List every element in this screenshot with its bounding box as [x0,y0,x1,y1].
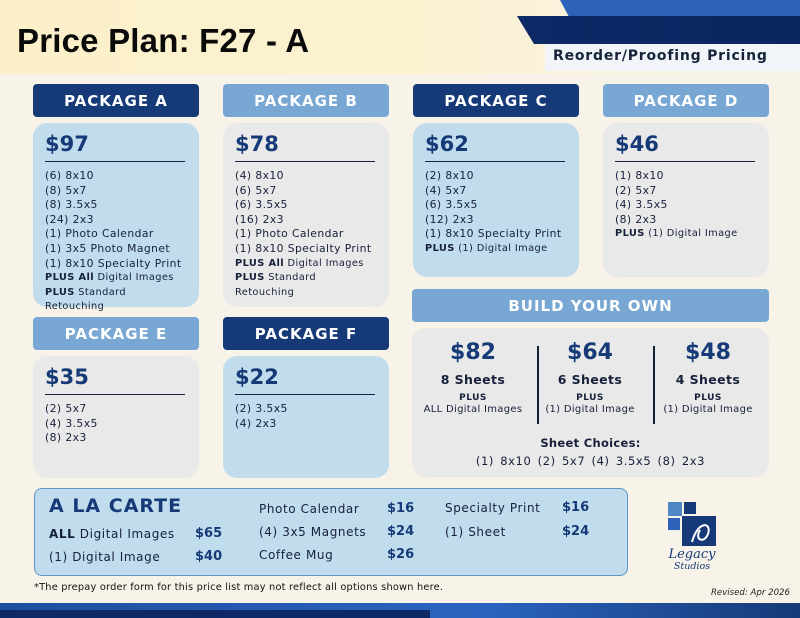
plus-item: PLUS All Digital Images [235,257,364,269]
a-la-carte-panel [34,488,628,576]
list-item: (8) 3.5x5 [45,198,98,212]
package-b-price: $78 [235,131,375,162]
logo-wordmark: Legacy Studios [668,547,716,572]
package-b-card [223,123,389,307]
alc-item-price: $16 [387,501,415,516]
list-item: (4) 5x7 [425,183,467,197]
list-item: (2) 5x7 [45,402,87,415]
alc-item-price: $24 [562,524,590,539]
alc-item-price: $24 [387,524,415,539]
footnote: *The prepay order form for this price list may not reflect all options shown here. [34,582,444,593]
header-accent-light [560,0,800,18]
plus-item: PLUS Standard Retouching [45,286,126,313]
list-item: (4) 3.5x5 [45,416,98,430]
package-c-label: PACKAGE C [413,84,579,117]
list-item: (8) 5x7 [45,183,87,197]
byo-plus: PLUS [459,393,487,403]
byo-option-4-sheets [649,338,767,415]
alc-item-label: Coffee Mug [259,548,334,562]
plus-item: PLUS (1) Digital Image [615,228,738,240]
package-d-price: $46 [615,131,755,162]
byo-sheets: 8 Sheets [440,372,506,387]
list-item: (8) 2x3 [45,431,87,445]
page-title: Price Plan: F27 - A [17,22,310,59]
plus-item: PLUS Standard Retouching [235,272,316,298]
byo-sheets: 6 Sheets [557,372,623,387]
alc-item-label: Photo Calendar [259,502,360,516]
byo-sub: (1) Digital Image [545,404,635,415]
alc-item-label: (1) Digital Image [49,550,161,564]
byo-sub: ALL Digital Images [423,404,523,415]
revised-date: Revised: Apr 2026 [710,588,790,598]
package-e-price: $35 [45,364,185,395]
package-f-price: $22 [235,364,375,395]
package-a-label: PACKAGE A [33,84,199,117]
list-item: (16) 2x3 [235,212,284,226]
header-accent-dark [517,16,800,44]
list-item: (1) 8x10 Specialty Print [425,227,562,241]
build-your-own-label: BUILD YOUR OWN [412,289,769,322]
list-item: (4) 2x3 [235,416,277,430]
plus-item: PLUS (1) Digital Image [425,242,548,254]
package-e-card [33,356,199,478]
byo-option-6-sheets [531,338,649,415]
alc-item-label: (4) 3x5 Magnets [259,525,367,539]
list-item: (4) 3.5x5 [615,198,668,212]
list-item: (12) 2x3 [425,212,474,226]
package-a-price: $97 [45,131,185,162]
alc-item-price: $40 [195,549,223,564]
package-a-card [33,123,199,313]
alc-item-price: $16 [562,500,590,515]
alc-item-label: ALL Digital Images [49,527,175,541]
list-item: (1) 8x10 [615,169,664,182]
package-f-card [223,356,389,478]
list-item: (2) 8x10 [425,169,474,182]
package-c-card [413,123,579,277]
list-item: (1) Photo Calendar [45,227,154,241]
package-c-price: $62 [425,131,565,162]
list-item: (1) 8x10 Specialty Print [45,256,182,270]
list-item: (1) 3x5 Photo Magnet [45,241,171,255]
list-item: (24) 2x3 [45,212,94,226]
build-your-own-card [412,328,769,477]
alc-item-price: $26 [387,547,415,562]
sheet-choices-title: Sheet Choices: [540,436,641,450]
alc-item-price: $65 [195,526,223,541]
byo-option-8-sheets [414,338,532,415]
byo-plus: PLUS [694,393,722,403]
package-d-label: PACKAGE D [603,84,769,117]
list-item: (2) 3.5x5 [235,402,288,415]
package-b-label: PACKAGE B [223,84,389,117]
byo-sub: (1) Digital Image [663,404,753,415]
list-item: (4) 8x10 [235,169,284,182]
list-item: (6) 3.5x5 [235,198,288,212]
package-e-label: PACKAGE E [33,317,199,350]
list-item: (2) 5x7 [615,183,657,197]
list-item: (8) 2x3 [615,212,657,226]
alc-item-label: (1) Sheet [445,525,506,539]
alc-item-label: Specialty Print [445,501,541,515]
footer-band-dark [0,610,430,618]
package-d-card [603,123,769,277]
a-la-carte-title: A LA CARTE [49,495,183,517]
plus-item: PLUS All Digital Images [45,272,174,284]
byo-price: $64 [567,340,613,365]
list-item: (6) 5x7 [235,183,277,197]
page-subtitle: Reorder/Proofing Pricing [553,48,768,64]
list-item: (6) 3.5x5 [425,198,478,212]
byo-price: $48 [685,340,731,365]
byo-plus: PLUS [576,393,604,403]
sheet-choices-list: (1) 8x10 (2) 5x7 (4) 3.5x5 (8) 2x3 [475,454,706,468]
byo-price: $82 [450,340,496,365]
list-item: (1) 8x10 Specialty Print [235,241,372,255]
byo-sheets: 4 Sheets [675,372,741,387]
package-f-label: PACKAGE F [223,317,389,350]
list-item: (1) Photo Calendar [235,227,344,241]
list-item: (6) 8x10 [45,169,94,182]
